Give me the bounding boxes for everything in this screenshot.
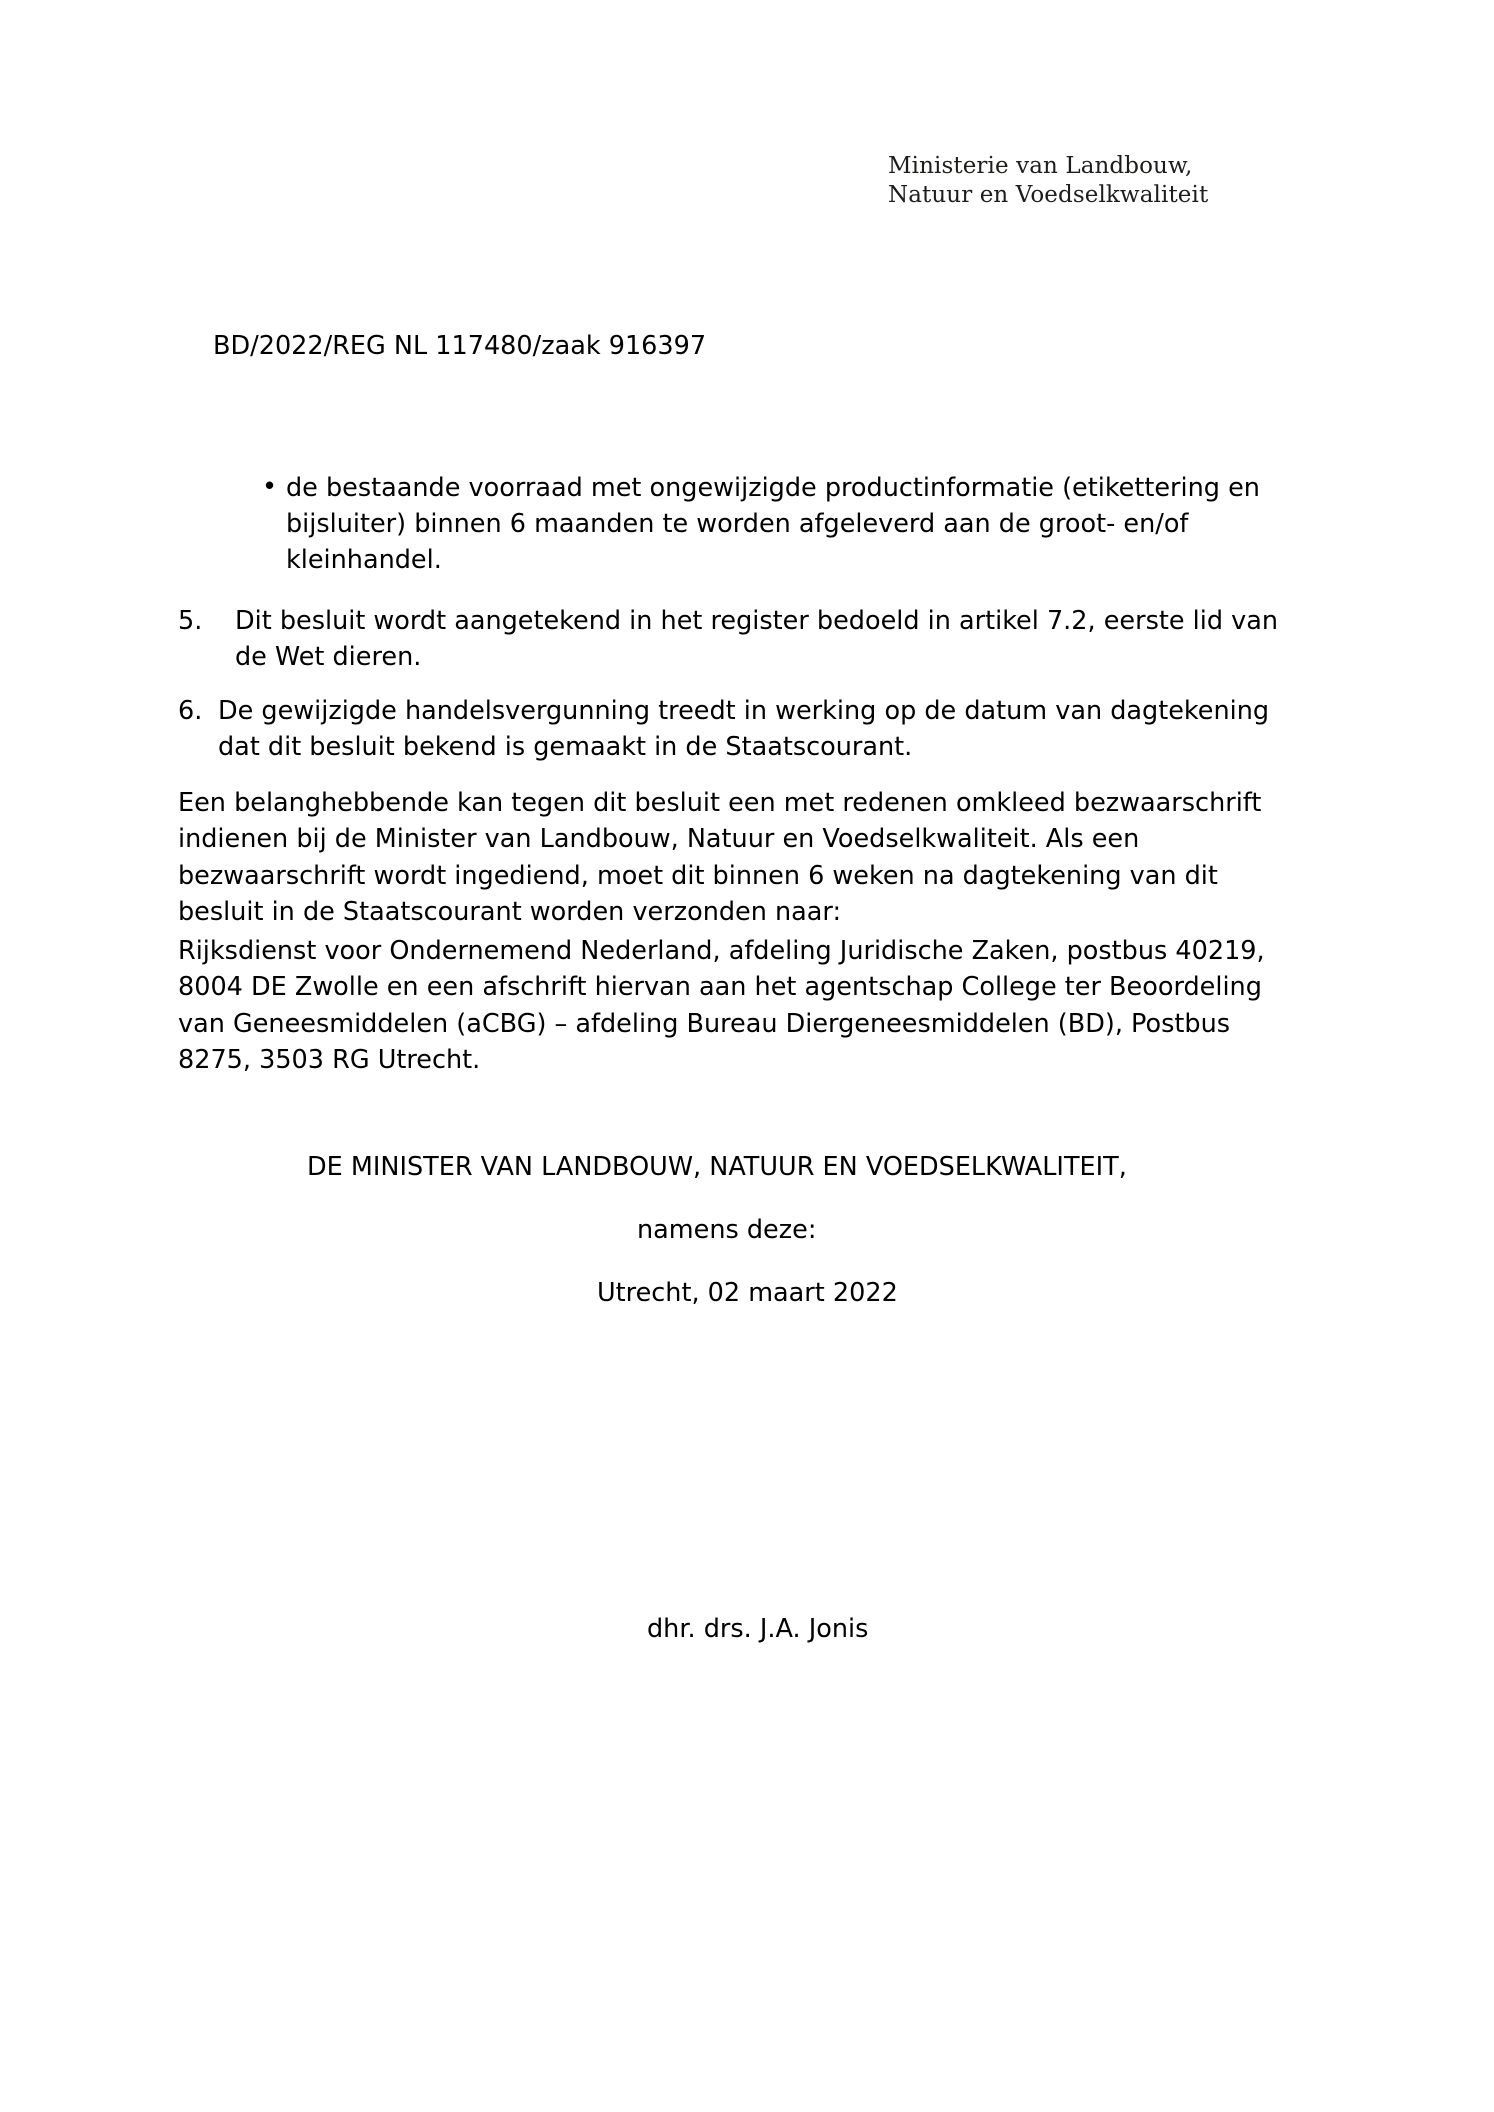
numbered-item-5 xyxy=(178,603,1293,675)
signature-minister-line: DE MINISTER VAN LANDBOUW, NATUUR EN VOEDSELKWALITEIT, xyxy=(307,1152,1127,1182)
numbered-item-6 xyxy=(178,693,1293,765)
bullet-point-icon: • xyxy=(262,472,278,502)
numbered-item-6-marker: 6. xyxy=(178,696,203,726)
ministry-logo-line-1: Ministerie van Landbouw, xyxy=(888,153,1193,179)
signature-on-behalf-line: namens deze: xyxy=(637,1215,817,1245)
document-reference-number: BD/2022/REG NL 117480/zaak 916397 xyxy=(213,331,707,361)
list-item xyxy=(178,470,1288,579)
numbered-item-6-text: De gewijzigde handelsvergunning treedt in werking op de datum van dagtekening dat dit besluit bekend is gemaakt in de Staatscourant. xyxy=(218,696,1270,763)
bullet-list xyxy=(178,470,1288,579)
ministry-logo-line-2: Natuur en Voedselkwaliteit xyxy=(888,182,1209,209)
signature-signer-name: dhr. drs. J.A. Jonis xyxy=(647,1614,869,1644)
list-item-text: de bestaande voorraad met ongewijzigde productinformatie (etikettering en bijsluiter) binnen 6 maanden te worden afgeleverd aan de groot- en/of kleinhandel. xyxy=(286,473,1260,576)
numbered-item-5-text: Dit besluit wordt aangetekend in het register bedoeld in artikel 7.2, eerste lid van de Wet dieren. xyxy=(235,606,1278,673)
numbered-item-5-marker: 5. xyxy=(178,606,203,636)
ministry-logo xyxy=(888,152,1308,211)
objection-paragraph: Een belanghebbende kan tegen dit besluit een met redenen omkleed bezwaarschrift indienen bij de Minister van Landbouw, Natuur en Voedselkwaliteit. Als een bezwaarschrift wordt ingediend, moet dit binnen 6 weken na dagtekening van dit besluit in de Staatscourant worden verzonden naar: xyxy=(178,788,1262,927)
address-paragraph: Rijksdienst voor Ondernemend Nederland, afdeling Juridische Zaken, postbus 40219, 8004 DE Zwolle en een afschrift hiervan aan het agentschap College ter Beoordeling van Geneesmiddelen (aCBG) – afdeling Bureau Diergeneesmiddelen (BD), Postbus 8275, 3503 RG Utrecht. xyxy=(178,936,1265,1075)
signature-place-date: Utrecht, 02 maart 2022 xyxy=(597,1278,898,1308)
